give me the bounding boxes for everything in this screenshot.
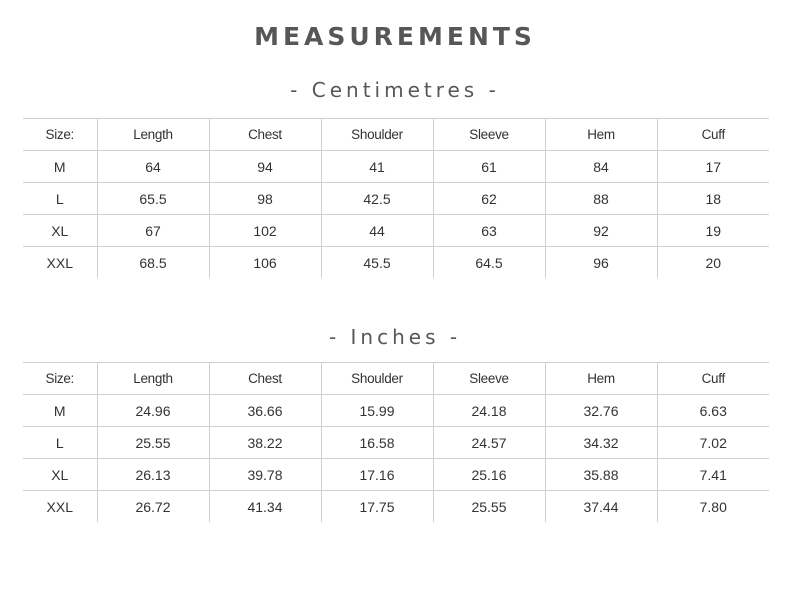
measurement-cell: 65.5 <box>97 183 209 215</box>
measurement-cell: 18 <box>657 183 769 215</box>
measurement-cell: 19 <box>657 215 769 247</box>
measurement-cell: 94 <box>209 151 321 183</box>
section-heading-centimetres: - Centimetres - <box>290 78 500 102</box>
measurement-cell: 96 <box>545 247 657 279</box>
measurement-cell: 64 <box>97 151 209 183</box>
size-label: M <box>23 395 97 427</box>
measurement-cell: 34.32 <box>545 427 657 459</box>
column-header: Sleeve <box>433 119 545 151</box>
measurement-cell: 20 <box>705 254 722 271</box>
column-header: Length <box>97 363 209 395</box>
column-header: Length <box>97 119 209 151</box>
size-label: M <box>23 151 97 183</box>
table-header-row <box>23 363 769 395</box>
measurement-cell: 36.66 <box>209 395 321 427</box>
measurement-cell: 67 <box>97 215 209 247</box>
measurement-cell: 41.34 <box>209 491 321 523</box>
measurement-cell: 39.78 <box>209 459 321 491</box>
column-header: Chest <box>209 363 321 395</box>
measurement-cell: 106 <box>209 247 321 279</box>
column-header: Shoulder <box>321 119 433 151</box>
table-row <box>23 491 769 523</box>
measurement-cell: 17 <box>657 151 769 183</box>
column-header: Size: <box>23 119 97 151</box>
measurement-cell: 98 <box>209 183 321 215</box>
measurement-cell: 24.96 <box>97 395 209 427</box>
measurement-cell: 17.75 <box>321 491 433 523</box>
table-row <box>23 183 769 215</box>
column-header: Hem <box>545 363 657 395</box>
measurement-cell: 25.55 <box>433 491 545 523</box>
measurement-cell: 24.18 <box>433 395 545 427</box>
column-header: Hem <box>545 119 657 151</box>
column-header: Sleeve <box>433 363 545 395</box>
column-header: Size: <box>23 363 97 395</box>
measurement-cell: 7.80 <box>699 498 727 515</box>
measurement-cell: 45.5 <box>321 247 433 279</box>
size-label: XXL <box>23 247 97 279</box>
measurement-cell: 17.16 <box>321 459 433 491</box>
section-heading-inches: - Inches - <box>328 325 462 349</box>
measurement-cell: 26.13 <box>97 459 209 491</box>
table-row <box>23 151 769 183</box>
measurement-cell: 25.16 <box>433 459 545 491</box>
size-label: L <box>23 183 97 215</box>
table-row <box>23 215 769 247</box>
measurement-cell: 63 <box>433 215 545 247</box>
measurement-cell: 102 <box>209 215 321 247</box>
table-row <box>23 459 769 491</box>
measurement-cell: 41 <box>321 151 433 183</box>
centimetres-table <box>23 118 769 278</box>
measurement-cell: 15.99 <box>321 395 433 427</box>
measurement-cell: 7.41 <box>657 459 769 491</box>
measurement-cell: 35.88 <box>545 459 657 491</box>
measurement-cell: 42.5 <box>321 183 433 215</box>
column-header: Chest <box>209 119 321 151</box>
measurement-cell: 84 <box>545 151 657 183</box>
column-header: Shoulder <box>321 363 433 395</box>
measurement-cell: 6.63 <box>657 395 769 427</box>
table-row <box>23 247 769 279</box>
measurement-cell: 26.72 <box>97 491 209 523</box>
measurement-cell: 64.5 <box>433 247 545 279</box>
measurement-cell: 68.5 <box>97 247 209 279</box>
measurement-cell: 32.76 <box>545 395 657 427</box>
measurement-cell: 24.57 <box>433 427 545 459</box>
measurement-cell: 44 <box>321 215 433 247</box>
page-title: MEASUREMENTS <box>254 22 536 51</box>
table-header-row <box>23 119 769 151</box>
measurement-cell: 7.02 <box>657 427 769 459</box>
measurement-cell: 38.22 <box>209 427 321 459</box>
size-label: XL <box>23 459 97 491</box>
size-label: XL <box>23 215 97 247</box>
measurement-cell: 88 <box>545 183 657 215</box>
measurement-cell: 61 <box>433 151 545 183</box>
measurement-cell: 92 <box>545 215 657 247</box>
column-header: Cuff <box>657 363 769 395</box>
size-label: L <box>23 427 97 459</box>
column-header: Cuff <box>657 119 769 151</box>
inches-table <box>23 362 769 522</box>
table-row <box>23 427 769 459</box>
measurement-cell: 62 <box>433 183 545 215</box>
measurement-cell: 37.44 <box>545 491 657 523</box>
table-row <box>23 395 769 427</box>
measurement-cell: 25.55 <box>97 427 209 459</box>
size-label: XXL <box>23 491 97 523</box>
measurement-cell: 16.58 <box>321 427 433 459</box>
